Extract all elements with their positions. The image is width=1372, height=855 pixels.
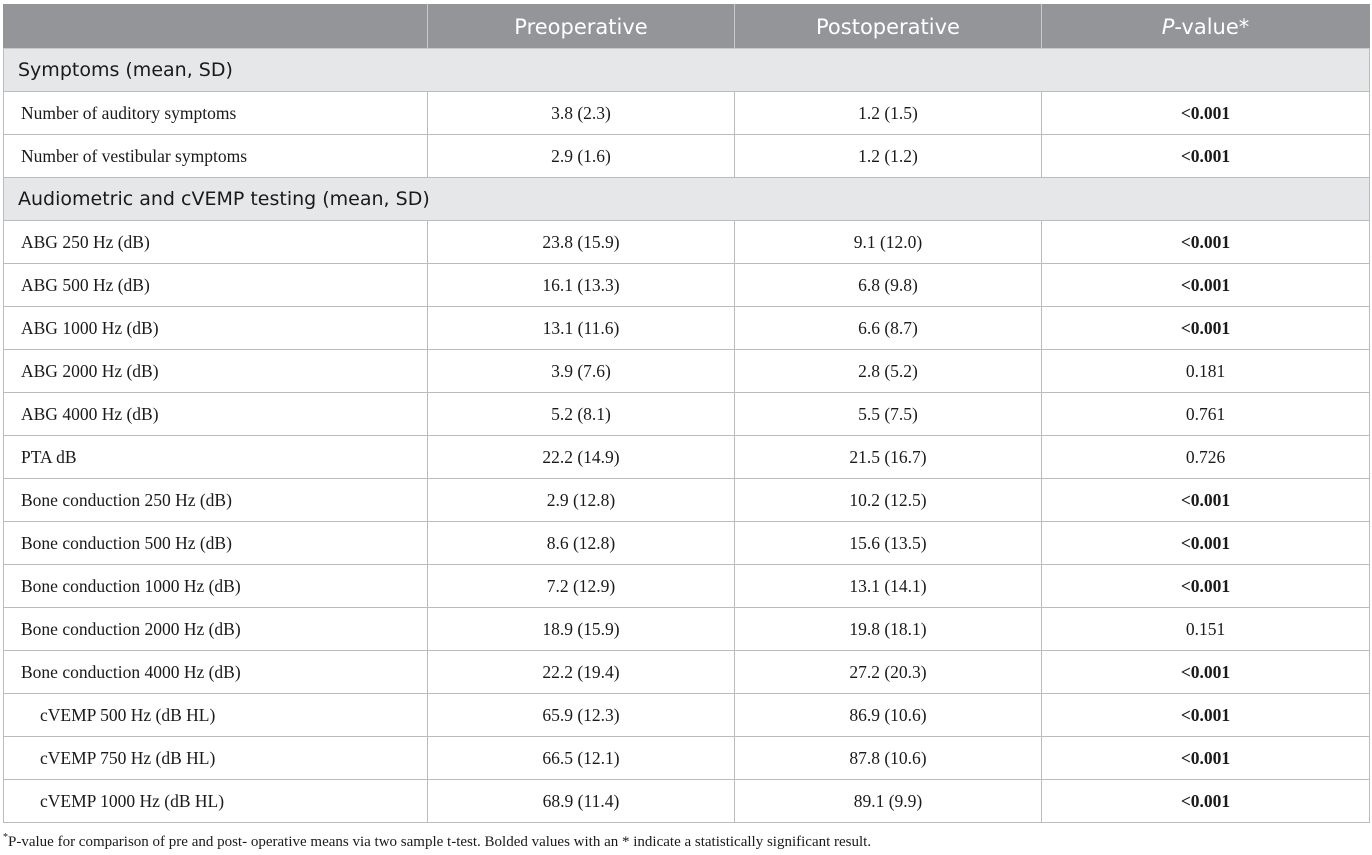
postoperative-cell: 27.2 (20.3)	[735, 651, 1042, 694]
header-cell-label	[4, 5, 428, 49]
header-p-suffix: -value*	[1174, 14, 1250, 39]
table-row	[4, 307, 1370, 350]
postoperative-cell: 10.2 (12.5)	[735, 479, 1042, 522]
p-value-cell: <0.001	[1042, 565, 1370, 608]
table-row	[4, 436, 1370, 479]
row-label-cell: Number of auditory symptoms	[4, 92, 428, 135]
p-value-cell: <0.001	[1042, 135, 1370, 178]
postoperative-cell: 6.8 (9.8)	[735, 264, 1042, 307]
section-row	[4, 49, 1370, 92]
preoperative-cell: 5.2 (8.1)	[428, 393, 735, 436]
table-row	[4, 92, 1370, 135]
footnote-text: P-value for comparison of pre and post- operative means via two sample t-test. Bolded values with an * indicate a statistically significant result.	[8, 834, 872, 850]
p-value-cell: 0.761	[1042, 393, 1370, 436]
preoperative-cell: 65.9 (12.3)	[428, 694, 735, 737]
table-row	[4, 694, 1370, 737]
postoperative-cell: 9.1 (12.0)	[735, 221, 1042, 264]
postoperative-cell: 86.9 (10.6)	[735, 694, 1042, 737]
preoperative-cell: 7.2 (12.9)	[428, 565, 735, 608]
preoperative-cell: 2.9 (1.6)	[428, 135, 735, 178]
preoperative-cell: 22.2 (14.9)	[428, 436, 735, 479]
row-label-cell: Bone conduction 4000 Hz (dB)	[4, 651, 428, 694]
table-row	[4, 780, 1370, 823]
preoperative-cell: 3.9 (7.6)	[428, 350, 735, 393]
table-row	[4, 651, 1370, 694]
p-value-cell: <0.001	[1042, 737, 1370, 780]
postoperative-cell: 1.2 (1.5)	[735, 92, 1042, 135]
postoperative-cell: 2.8 (5.2)	[735, 350, 1042, 393]
postoperative-cell: 15.6 (13.5)	[735, 522, 1042, 565]
postoperative-cell: 21.5 (16.7)	[735, 436, 1042, 479]
p-value-cell: 0.151	[1042, 608, 1370, 651]
table-row	[4, 221, 1370, 264]
row-label-cell: Bone conduction 250 Hz (dB)	[4, 479, 428, 522]
p-value-cell: <0.001	[1042, 307, 1370, 350]
row-label-cell: ABG 4000 Hz (dB)	[4, 393, 428, 436]
table-footnote	[3, 832, 871, 851]
row-label-cell: cVEMP 1000 Hz (dB HL)	[4, 780, 428, 823]
p-value-cell: <0.001	[1042, 92, 1370, 135]
header-cell-postoperative: Postoperative	[735, 5, 1042, 49]
p-value-cell: <0.001	[1042, 221, 1370, 264]
p-value-cell: <0.001	[1042, 264, 1370, 307]
preoperative-cell: 22.2 (19.4)	[428, 651, 735, 694]
table-row	[4, 393, 1370, 436]
preoperative-cell: 66.5 (12.1)	[428, 737, 735, 780]
postoperative-cell: 13.1 (14.1)	[735, 565, 1042, 608]
preoperative-cell: 16.1 (13.3)	[428, 264, 735, 307]
row-label-cell: cVEMP 500 Hz (dB HL)	[4, 694, 428, 737]
postoperative-cell: 89.1 (9.9)	[735, 780, 1042, 823]
table-row	[4, 522, 1370, 565]
row-label-cell: ABG 500 Hz (dB)	[4, 264, 428, 307]
table-row	[4, 737, 1370, 780]
row-label-cell: Number of vestibular symptoms	[4, 135, 428, 178]
p-value-cell: 0.181	[1042, 350, 1370, 393]
preoperative-cell: 68.9 (11.4)	[428, 780, 735, 823]
preoperative-cell: 8.6 (12.8)	[428, 522, 735, 565]
table-row	[4, 608, 1370, 651]
row-label-cell: Bone conduction 1000 Hz (dB)	[4, 565, 428, 608]
preoperative-cell: 2.9 (12.8)	[428, 479, 735, 522]
row-label-cell: Bone conduction 2000 Hz (dB)	[4, 608, 428, 651]
preoperative-cell: 23.8 (15.9)	[428, 221, 735, 264]
data-table	[3, 4, 1370, 823]
table-row	[4, 135, 1370, 178]
header-cell-preoperative: Preoperative	[428, 5, 735, 49]
preoperative-cell: 3.8 (2.3)	[428, 92, 735, 135]
section-row	[4, 178, 1370, 221]
p-value-cell: <0.001	[1042, 522, 1370, 565]
row-label-cell: Bone conduction 500 Hz (dB)	[4, 522, 428, 565]
header-cell-p-value	[1042, 5, 1370, 49]
table-body	[4, 49, 1370, 823]
row-label-cell: cVEMP 750 Hz (dB HL)	[4, 737, 428, 780]
postoperative-cell: 6.6 (8.7)	[735, 307, 1042, 350]
row-label-cell: PTA dB	[4, 436, 428, 479]
section-title: Symptoms (mean, SD)	[4, 49, 1370, 92]
footnote-marker: *	[3, 832, 8, 843]
table-header	[4, 5, 1370, 49]
postoperative-cell: 19.8 (18.1)	[735, 608, 1042, 651]
postoperative-cell: 87.8 (10.6)	[735, 737, 1042, 780]
header-p-letter: P	[1161, 14, 1175, 39]
preoperative-cell: 13.1 (11.6)	[428, 307, 735, 350]
header-row	[4, 5, 1370, 49]
table-row	[4, 565, 1370, 608]
row-label-cell: ABG 1000 Hz (dB)	[4, 307, 428, 350]
section-title: Audiometric and cVEMP testing (mean, SD)	[4, 178, 1370, 221]
p-value-cell: <0.001	[1042, 780, 1370, 823]
p-value-cell: <0.001	[1042, 479, 1370, 522]
row-label-cell: ABG 2000 Hz (dB)	[4, 350, 428, 393]
postoperative-cell: 1.2 (1.2)	[735, 135, 1042, 178]
p-value-cell: <0.001	[1042, 651, 1370, 694]
table-row	[4, 264, 1370, 307]
data-table-container	[3, 4, 1369, 823]
table-row	[4, 479, 1370, 522]
table-row	[4, 350, 1370, 393]
postoperative-cell: 5.5 (7.5)	[735, 393, 1042, 436]
row-label-cell: ABG 250 Hz (dB)	[4, 221, 428, 264]
p-value-cell: <0.001	[1042, 694, 1370, 737]
p-value-cell: 0.726	[1042, 436, 1370, 479]
preoperative-cell: 18.9 (15.9)	[428, 608, 735, 651]
